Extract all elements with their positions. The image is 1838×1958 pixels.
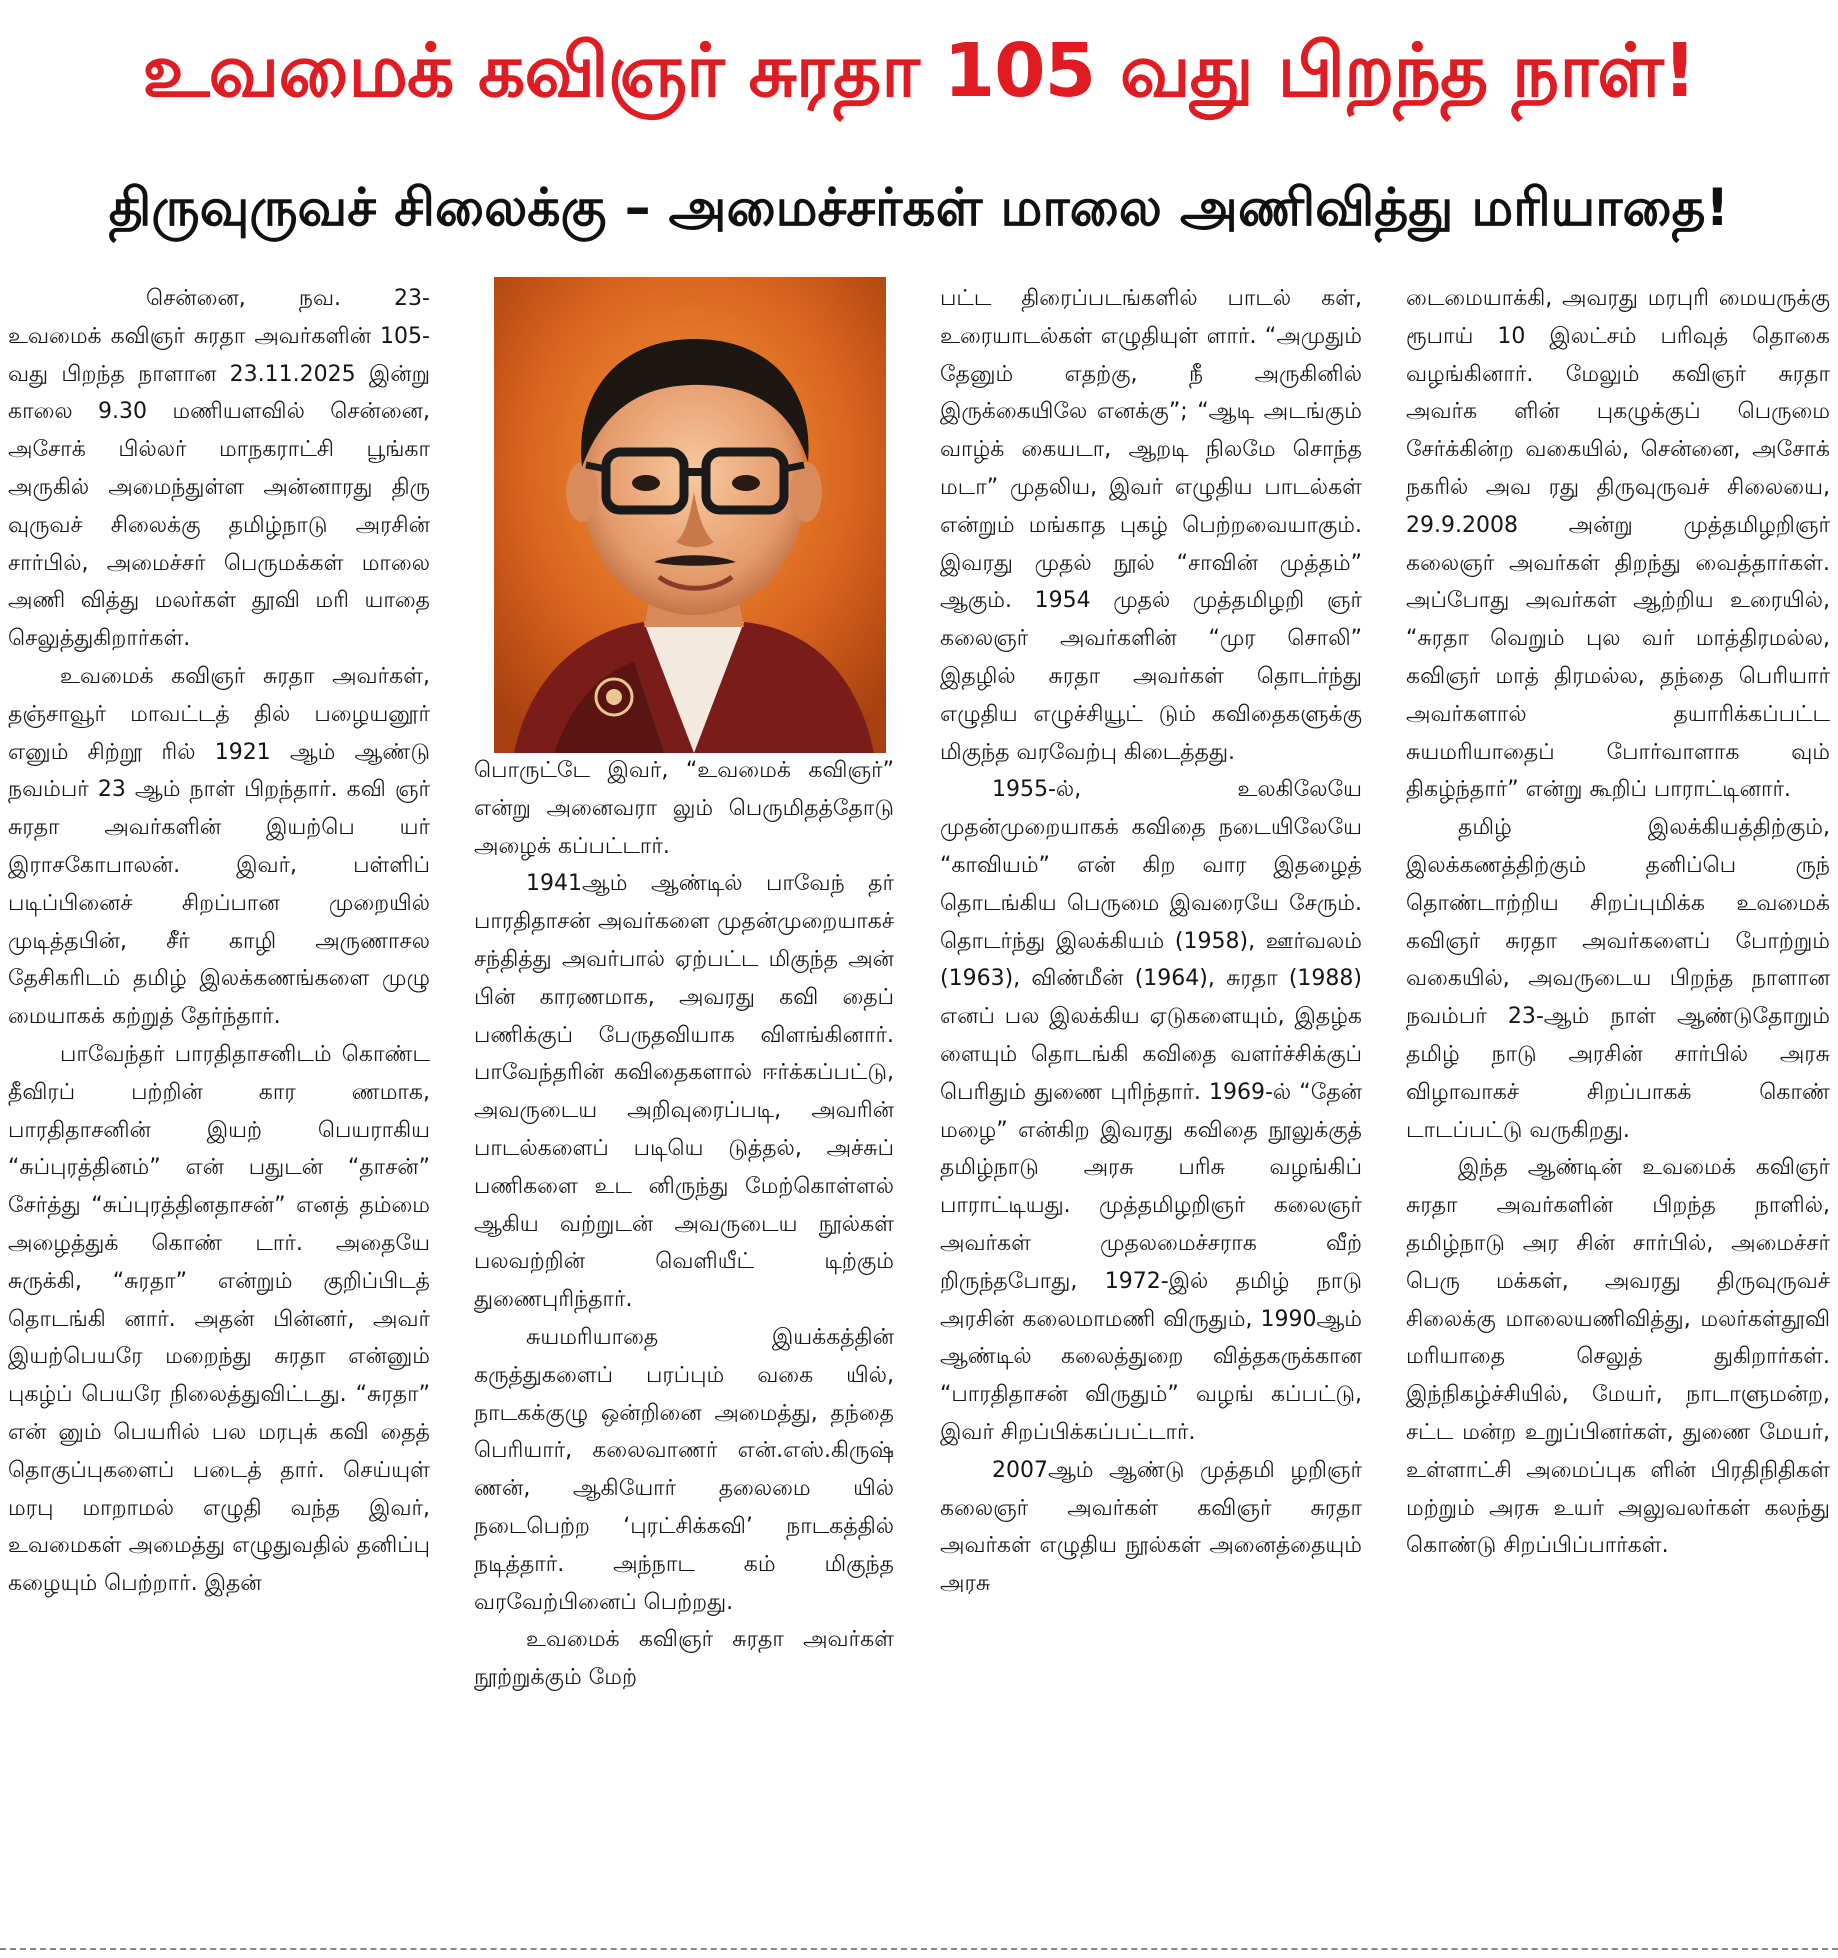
paragraph: பட்ட திரைப்படங்களில் பாடல் கள், உரையாடல்கள் எழுதியுள் ளார். “அமுதும் தேனும் எதற்கு, நீ அருகினில் இருக்கையிலே எனக்கு”; “ஆடி அடங்கும் வாழ்க் கையடா, ஆறடி நிலமே சொந்த மடா” முதலிய, இவர் எழுதிய பாடல்கள் என்றும் மங்காத புகழ் பெற்றவையாகும். இவரது முதல் நூல் “சாவின் முத்தம்” ஆகும். 1954 முதல் முத்தமிழறி ஞர் கலைஞர் அவர்களின் “முர சொலி” இதழில் சுரதா அவர்கள் தொடர்ந்து எழுதிய எழுச்சியூட் டும் கவிதைகளுக்கு மிகுந்த வரவேற்பு கிடைத்தது. [940,286,1362,765]
paragraph: உவமைக் கவிஞர் சுரதா அவர்கள் நூற்றுக்கும் மேற் [474,1627,894,1691]
headline: உவமைக் கவிஞர் சுரதா 105 வது பிறந்த நாள்! [142,28,1696,114]
subheadline: திருவுருவச் சிலைக்கு – அமைச்சர்கள் மாலை அணிவித்து மரியாதை! [108,178,1730,238]
paragraph: டைமையாக்கி, அவரது மரபுரி மையருக்கு ரூபாய் 10 இலட்சம் பரிவுத் தொகை வழங்கினார். மேலும் கவிஞர் சுரதா அவர்க ளின் புகழுக்குப் பெருமை சேர்க்கின்ற வகையில், சென்னை, அசோக் நகரில் அவ ரது திருவுருவச் சிலையை, 29.9.2008 அன்று முத்தமிழறிஞர் கலைஞர் அவர்கள் திறந்து வைத்தார்கள். அப்போது அவர்கள் ஆற்றிய உரையில், “சுரதா வெறும் புல வர் மாத்திரமல்ல, கவிஞர் மாத் திரமல்ல, தந்தை பெரியார் அவர்களால் தயாரிக்கப்பட்ட சுயமரியாதைப் போர்வாளாக வும் திகழ்ந்தார்” என்று கூறிப் பாராட்டினார். [1406,286,1830,803]
paragraph: பொருட்டே இவர், “உவமைக் கவிஞர்” என்று அனைவரா லும் பெருமிதத்தோடு அழைக் கப்பட்டார். [474,758,894,859]
paragraph: இந்த ஆண்டின் உவமைக் கவிஞர் சுரதா அவர்களின் பிறந்த நாளில், தமிழ்நாடு அர சின் சார்பில், அமைச்சர் பெரு மக்கள், அவரது திருவுருவச் சிலைக்கு மாலையணிவித்து, மலர்கள்தூவி மரியாதை செலுத் துகிறார்கள். இந்நிகழ்ச்சியில், மேயர், நாடாளுமன்ற, சட்ட மன்ற உறுப்பினர்கள், துணை மேயர், உள்ளாட்சி அமைப்புக ளின் பிரதிநிதிகள் மற்றும் அரசு உயர் அலுவலர்கள் கலந்து கொண்டு சிறப்பிப்பார்கள். [1406,1155,1830,1559]
paragraph: தமிழ் இலக்கியத்திற்கும், இலக்கணத்திற்கும் தனிப்பெ ருந் தொண்டாற்றிய சிறப்புமிக்க உவமைக் கவிஞர் சுரதா அவர்களைப் போற்றும் வகையில், அவருடைய பிறந்த நாளான நவம்பர் 23-ஆம் நாள் ஆண்டுதோறும் தமிழ் நாடு அரசின் சார்பில் அரசு விழாவாகச் சிறப்பாகக் கொண் டாடப்பட்டு வருகிறது. [1406,815,1830,1143]
article-column-1 [8,280,430,1940]
paragraph: 2007ஆம் ஆண்டு முத்தமி ழறிஞர் கலைஞர் அவர்கள் கவிஞர் சுரதா அவர்கள் எழுதிய நூல்கள் அனைத்தையும் அரசு [940,1457,1362,1597]
paragraph: உவமைக் கவிஞர் சுரதா அவர்கள், தஞ்சாவூர் மாவட்டத் தில் பழையனூர் எனும் சிற்றூ ரில் 1921 ஆம் ஆண்டு நவம்பர் 23 ஆம் நாள் பிறந்தார். கவி ஞர் சுரதா அவர்களின் இயற்பெ யர் இராசகோபாலன். இவர், பள்ளிப் படிப்பினைச் சிறப்பான முறையில் முடித்தபின், சீர் காழி அருணாசல தேசிகரிடம் தமிழ் இலக்கணங்களை முழு மையாகக் கற்றுத் தேர்ந்தார். [8,663,430,1030]
paragraph: சுயமரியாதை இயக்கத்தின் கருத்துகளைப் பரப்பும் வகை யில், நாடகக்குழு ஒன்றினை அமைத்து, தந்தை பெரியார், கலைவாணர் என்.எஸ்.கிருஷ் ணன், ஆகியோர் தலைமை யில் நடைபெற்ற ‘புரட்சிக்கவி’ நாடகத்தில் நடித்தார். அந்நாட கம் மிகுந்த வரவேற்பினைப் பெற்றது. [474,1324,894,1615]
footer-divider [0,1948,1838,1950]
paragraph: 1955-ல், உலகிலேயே முதன்முறையாகக் கவிதை நடையிலேயே “காவியம்” என் கிற வார இதழைத் தொடங்கிய பெருமை இவரையே சேரும். தொடர்ந்து இலக்கியம் (1958), ஊர்வலம் (1963), விண்மீன் (1964), சுரதா (1988) எனப் பல இலக்கிய ஏடுகளையும், இதழ்க ளையும் தொடங்கி கவிதை வளர்ச்சிக்குப் பெரிதும் துணை புரிந்தார். 1969-ல் “தேன் மழை” என்கிற இவரது கவிதை நூலுக்குத் தமிழ்நாடு அரசு பரிசு வழங்கிப் பாராட்டியது. முத்தமிழறிஞர் கலைஞர் அவர்கள் முதலமைச்சராக வீற் றிருந்தபோது, 1972-இல் தமிழ் நாடு அரசின் கலைமாமணி விருதும், 1990ஆம் ஆண்டில் கலைத்துறை வித்தகருக்கான “பாரதிதாசன் விருதும்” வழங் கப்பட்டு, இவர் சிறப்பிக்கப்பட்டார். [940,777,1362,1445]
article-column-2 [474,752,894,1940]
paragraph: சென்னை, நவ. 23- உவமைக் கவிஞர் சுரதா அவர்களின் 105-வது பிறந்த நாளான 23.11.2025 இன்று காலை 9.30 மணியளவில் சென்னை, அசோக் பில்லர் மாநகராட்சி பூங்கா அருகில் அமைந்துள்ள அன்னாரது திரு வுருவச் சிலைக்கு தமிழ்நாடு அரசின் சார்பில், அமைச்சர் பெருமக்கள் மாலை அணி வித்து மலர்கள் தூவி மரி யாதை செலுத்துகிறார்கள். [8,286,430,652]
paragraph: 1941ஆம் ஆண்டில் பாவேந் தர் பாரதிதாசன் அவர்களை முதன்முறையாகச் சந்தித்து அவர்பால் ஏற்பட்ட மிகுந்த அன் பின் காரணமாக, அவரது கவி தைப் பணிக்குப் பேருதவியாக விளங்கினார். பாவேந்தரின் கவிதைகளால் ஈர்க்கப்பட்டு, அவருடைய அறிவுரைப்படி, அவரின் பாடல்களைப் படியெ டுத்தல், அச்சுப் பணிகளை உட னிருந்து மேற்கொள்ளல் ஆகிய வற்றுடன் அவருடைய நூல்கள் பலவற்றின் வெளியீட் டிற்கும் துணைபுரிந்தார். [474,871,894,1313]
article-column-3 [940,280,1362,1940]
portrait-image [494,277,886,753]
paragraph: பாவேந்தர் பாரதிதாசனிடம் கொண்ட தீவிரப் பற்றின் கார ணமாக, பாரதிதாசனின் இயற் பெயராகிய “சுப்புரத்தினம்” என் பதுடன் “தாசன்” சேர்த்து “சுப்புரத்தினதாசன்” எனத் தம்மை அழைத்துக் கொண் டார். அதையே சுருக்கி, “சுரதா” என்றும் குறிப்பிடத் தொடங்கி னார். அதன் பின்னர், அவர் இயற்பெயரே மறைந்து சுரதா என்னும் புகழ்ப் பெயரே நிலைத்துவிட்டது. “சுரதா” என் னும் பெயரில் பல மரபுக் கவி தைத் தொகுப்புகளைப் படைத் தார். செய்யுள் மரபு மாறாமல் எழுதி வந்த இவர், உவமைகள் அமைத்து எழுதுவதில் தனிப்பு கழையும் பெற்றார். இதன் [8,1041,430,1597]
article-column-4 [1406,280,1830,1940]
